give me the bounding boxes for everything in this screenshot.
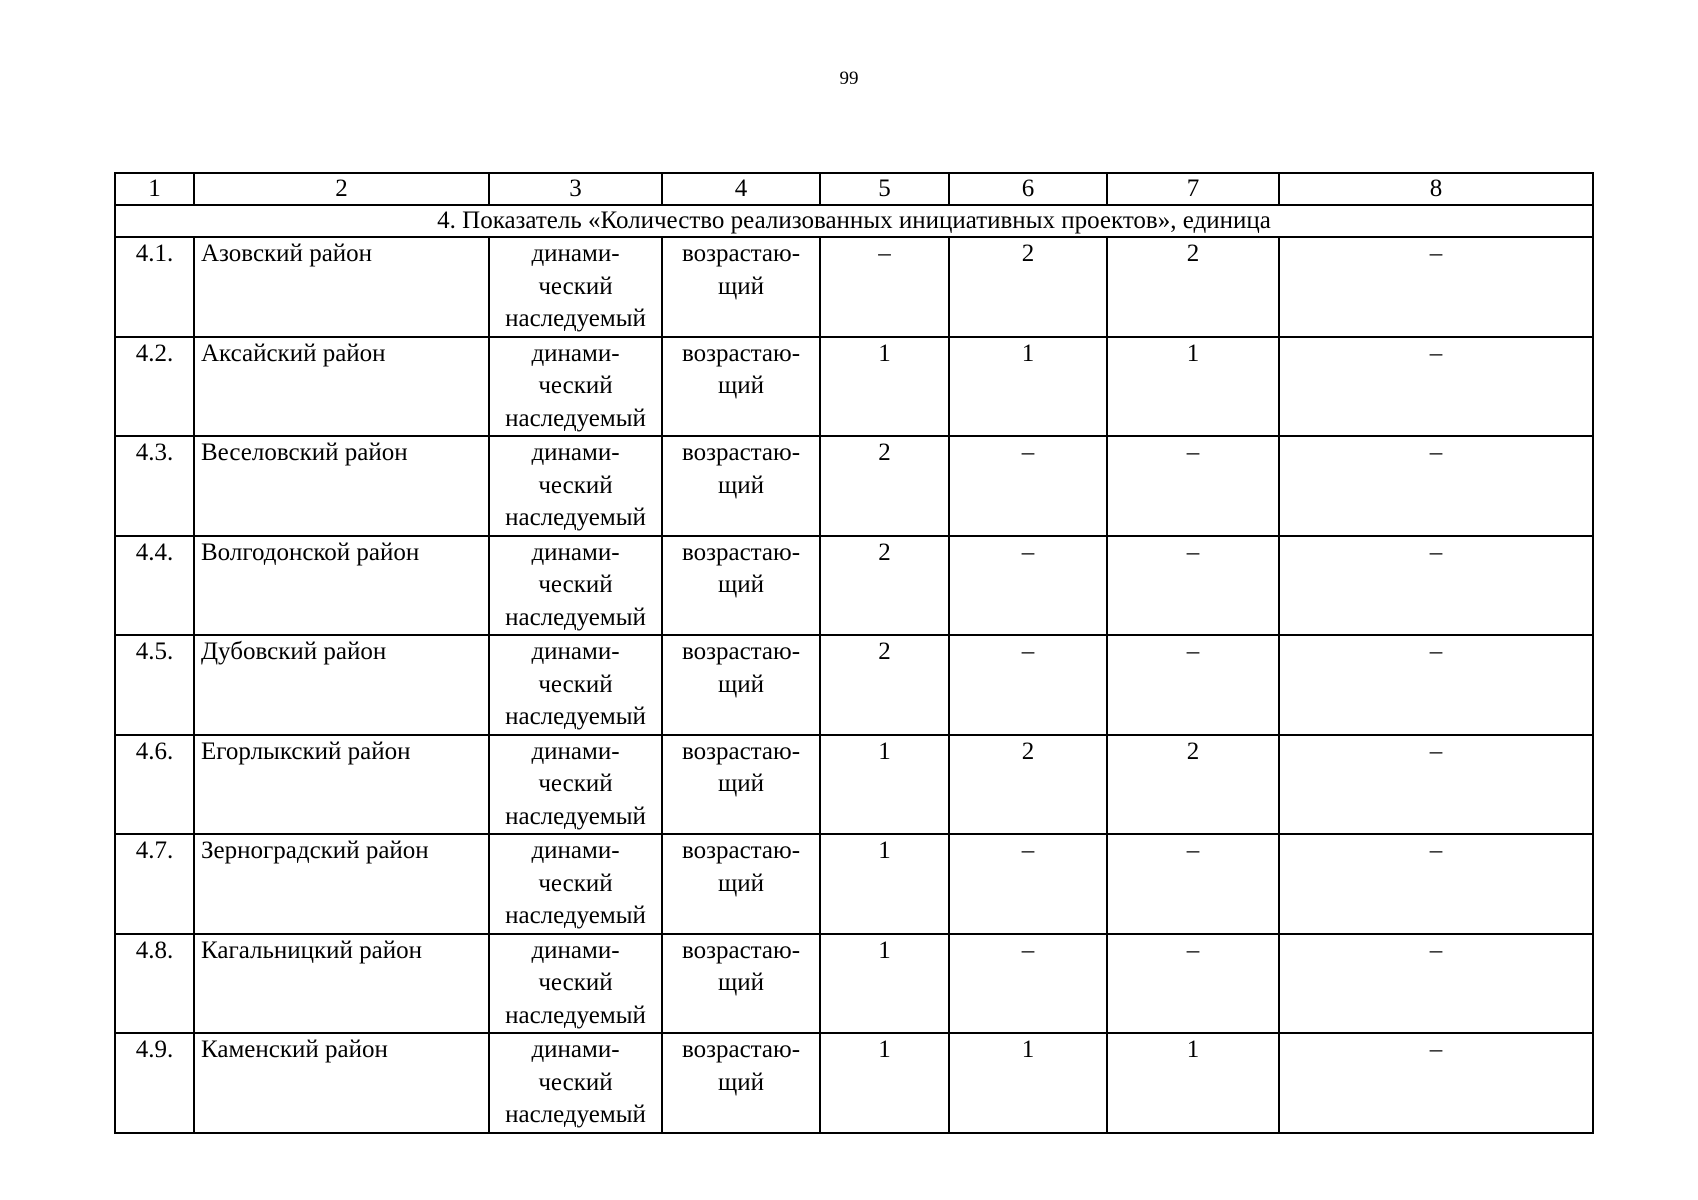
indicator-type-line: ческий bbox=[538, 969, 613, 996]
table-row bbox=[115, 1033, 1593, 1133]
indicator-trend-line: возрастаю- bbox=[681, 638, 801, 665]
district-name bbox=[194, 237, 489, 337]
value-col-8-line: – bbox=[1429, 936, 1443, 964]
row-number bbox=[115, 635, 194, 735]
value-col-5-line: – bbox=[878, 240, 891, 267]
column-header-2: 2 bbox=[194, 173, 489, 205]
row-number-line: 4.1. bbox=[135, 240, 174, 267]
value-col-8-line: – bbox=[1429, 737, 1443, 765]
value-col-8 bbox=[1279, 436, 1593, 536]
value-col-5-line: 1 bbox=[878, 936, 891, 964]
value-col-8 bbox=[1279, 237, 1593, 337]
indicator-type-line: ческий bbox=[538, 670, 613, 698]
value-col-8-line: – bbox=[1429, 240, 1443, 267]
value-col-5 bbox=[820, 635, 949, 735]
column-header-5: 5 bbox=[820, 173, 949, 205]
indicator-trend-line: возрастаю- bbox=[681, 538, 801, 566]
indicator-type-line: динами- bbox=[531, 1036, 620, 1063]
indicator-type-line: динами- bbox=[531, 936, 620, 964]
indicator-type-line: наследуемый bbox=[505, 504, 646, 531]
value-col-7-line: – bbox=[1186, 439, 1200, 466]
district-name-line: Егорлыкский район bbox=[201, 737, 411, 765]
indicator-type-line: динами- bbox=[531, 638, 620, 665]
row-number-line: 4.7. bbox=[135, 837, 174, 864]
district-name bbox=[194, 635, 489, 735]
value-col-5 bbox=[820, 337, 949, 437]
value-col-7 bbox=[1107, 834, 1279, 934]
district-name-line: Дубовский район bbox=[201, 638, 387, 665]
table-row bbox=[115, 436, 1593, 536]
indicator-trend-line: щий bbox=[717, 1068, 764, 1096]
value-col-8 bbox=[1279, 1033, 1593, 1133]
indicator-type-line: динами- bbox=[531, 339, 620, 367]
indicator-type bbox=[489, 934, 662, 1034]
indicator-type bbox=[489, 834, 662, 934]
indicator-trend bbox=[662, 536, 820, 636]
indicator-trend-line: возрастаю- bbox=[681, 837, 801, 864]
column-header-6: 6 bbox=[949, 173, 1107, 205]
row-number-line: 4.9. bbox=[135, 1036, 174, 1063]
indicator-type bbox=[489, 635, 662, 735]
indicator-type-line: наследуемый bbox=[505, 404, 646, 432]
column-header-3: 3 bbox=[489, 173, 662, 205]
table-row bbox=[115, 735, 1593, 835]
value-col-8 bbox=[1279, 735, 1593, 835]
indicator-trend-line: щий bbox=[717, 471, 764, 499]
value-col-6 bbox=[949, 436, 1107, 536]
value-col-7 bbox=[1107, 536, 1279, 636]
table-row bbox=[115, 834, 1593, 934]
district-name bbox=[194, 834, 489, 934]
value-col-8-line: – bbox=[1429, 439, 1443, 466]
indicator-type-line: наследуемый bbox=[505, 703, 646, 730]
indicator-trend-line: щий bbox=[717, 770, 764, 797]
indicator-type bbox=[489, 436, 662, 536]
value-col-6 bbox=[949, 934, 1107, 1034]
indicator-type-line: ческий bbox=[538, 770, 613, 797]
indicator-trend bbox=[662, 1033, 820, 1133]
table-row bbox=[115, 237, 1593, 337]
value-col-6-line: – bbox=[1021, 936, 1035, 964]
district-name-line: Зерноградский район bbox=[201, 837, 429, 864]
indicator-trend-line: возрастаю- bbox=[681, 439, 801, 466]
value-col-5 bbox=[820, 735, 949, 835]
indicator-type-line: ческий bbox=[538, 571, 613, 598]
indicator-trend bbox=[662, 934, 820, 1034]
value-col-8 bbox=[1279, 536, 1593, 636]
value-col-8-line: – bbox=[1429, 538, 1443, 566]
value-col-5 bbox=[820, 934, 949, 1034]
indicator-trend-line: щий bbox=[717, 272, 764, 300]
value-col-7-line: – bbox=[1186, 936, 1200, 964]
column-header-7: 7 bbox=[1107, 173, 1279, 205]
value-col-8-line: – bbox=[1429, 1036, 1443, 1063]
indicator-trend bbox=[662, 337, 820, 437]
indicator-trend bbox=[662, 834, 820, 934]
value-col-5-line: 1 bbox=[878, 339, 891, 367]
indicator-trend bbox=[662, 735, 820, 835]
district-name-line: Веселовский район bbox=[201, 439, 408, 466]
indicator-trend-line: возрастаю- bbox=[681, 339, 801, 367]
value-col-5 bbox=[820, 1033, 949, 1133]
indicator-type-line: ческий bbox=[538, 1068, 613, 1096]
value-col-7 bbox=[1107, 337, 1279, 437]
district-name bbox=[194, 934, 489, 1034]
indicator-trend-line: возрастаю- bbox=[681, 737, 801, 765]
indicator-type bbox=[489, 735, 662, 835]
value-col-7-line: 2 bbox=[1186, 240, 1200, 267]
row-number bbox=[115, 834, 194, 934]
value-col-7 bbox=[1107, 1033, 1279, 1133]
indicator-trend bbox=[662, 237, 820, 337]
district-name-line: Аксайский район bbox=[201, 339, 386, 367]
value-col-5-line: 2 bbox=[878, 439, 891, 466]
value-col-6 bbox=[949, 1033, 1107, 1133]
value-col-5-line: 1 bbox=[878, 737, 891, 765]
indicator-type bbox=[489, 237, 662, 337]
indicator-type-line: динами- bbox=[531, 240, 620, 267]
indicator-trend-line: возрастаю- bbox=[681, 936, 801, 964]
indicator-trend-line: щий bbox=[717, 869, 764, 897]
value-col-6 bbox=[949, 237, 1107, 337]
value-col-6-line: 2 bbox=[1021, 737, 1035, 765]
indicator-trend bbox=[662, 635, 820, 735]
value-col-5 bbox=[820, 834, 949, 934]
row-number bbox=[115, 436, 194, 536]
value-col-6-line: 1 bbox=[1021, 339, 1035, 367]
indicator-type-line: динами- bbox=[531, 538, 620, 566]
value-col-6-line: – bbox=[1021, 837, 1035, 864]
value-col-7-line: 2 bbox=[1186, 737, 1200, 765]
indicator-type-line: динами- bbox=[531, 439, 620, 466]
value-col-7 bbox=[1107, 735, 1279, 835]
value-col-7 bbox=[1107, 635, 1279, 735]
value-col-8 bbox=[1279, 337, 1593, 437]
row-number-line: 4.3. bbox=[135, 439, 174, 466]
table-row bbox=[115, 536, 1593, 636]
value-col-8-line: – bbox=[1429, 339, 1443, 367]
section-title-row bbox=[115, 205, 1593, 237]
value-col-8 bbox=[1279, 834, 1593, 934]
indicator-type-line: ческий bbox=[538, 272, 613, 300]
district-name bbox=[194, 436, 489, 536]
indicator-type-line: наследуемый bbox=[505, 603, 646, 631]
district-name bbox=[194, 735, 489, 835]
indicator-type bbox=[489, 337, 662, 437]
value-col-7 bbox=[1107, 237, 1279, 337]
indicator-type bbox=[489, 536, 662, 636]
value-col-6 bbox=[949, 735, 1107, 835]
column-number-row bbox=[115, 173, 1593, 205]
value-col-7 bbox=[1107, 436, 1279, 536]
table-row bbox=[115, 934, 1593, 1034]
value-col-8 bbox=[1279, 934, 1593, 1034]
indicator-type-line: наследуемый bbox=[505, 1001, 646, 1029]
row-number bbox=[115, 735, 194, 835]
value-col-6 bbox=[949, 635, 1107, 735]
value-col-8-line: – bbox=[1429, 638, 1443, 665]
column-header-8: 8 bbox=[1279, 173, 1593, 205]
value-col-6-line: 1 bbox=[1021, 1036, 1035, 1063]
indicator-type-line: наследуемый bbox=[505, 305, 646, 332]
value-col-5-line: 1 bbox=[878, 837, 891, 864]
indicator-trend-line: возрастаю- bbox=[681, 1036, 801, 1063]
column-header-1: 1 bbox=[115, 173, 194, 205]
table-row bbox=[115, 635, 1593, 735]
value-col-5-line: 2 bbox=[878, 638, 891, 665]
indicator-trend bbox=[662, 436, 820, 536]
indicator-table bbox=[114, 172, 1594, 1134]
row-number-line: 4.2. bbox=[135, 339, 174, 367]
value-col-6 bbox=[949, 337, 1107, 437]
value-col-6-line: 2 bbox=[1021, 240, 1035, 267]
row-number-line: 4.5. bbox=[135, 638, 174, 665]
indicator-trend-line: возрастаю- bbox=[681, 240, 801, 267]
district-name-line: Волгодонской район bbox=[201, 538, 420, 566]
value-col-8 bbox=[1279, 635, 1593, 735]
indicator-type-line: ческий bbox=[538, 471, 613, 499]
row-number bbox=[115, 1033, 194, 1133]
value-col-6-line: – bbox=[1021, 439, 1035, 466]
value-col-6-line: – bbox=[1021, 538, 1035, 566]
indicator-trend-line: щий bbox=[717, 670, 764, 698]
row-number bbox=[115, 237, 194, 337]
value-col-8-line: – bbox=[1429, 837, 1443, 864]
indicator-type-line: динами- bbox=[531, 737, 620, 765]
value-col-6 bbox=[949, 536, 1107, 636]
indicator-type-line: наследуемый bbox=[505, 1101, 646, 1128]
value-col-6-line: – bbox=[1021, 638, 1035, 665]
value-col-7-line: – bbox=[1186, 837, 1200, 864]
district-name-line: Каменский район bbox=[201, 1036, 388, 1063]
row-number-line: 4.4. bbox=[135, 538, 174, 566]
district-name bbox=[194, 1033, 489, 1133]
value-col-5 bbox=[820, 536, 949, 636]
row-number-line: 4.6. bbox=[135, 737, 174, 765]
indicator-type-line: наследуемый bbox=[505, 802, 646, 830]
value-col-7-line: 1 bbox=[1186, 1036, 1200, 1063]
row-number bbox=[115, 536, 194, 636]
indicator-type-line: динами- bbox=[531, 837, 620, 864]
table-row bbox=[115, 337, 1593, 437]
indicator-type-line: ческий bbox=[538, 869, 613, 897]
page-number: 99 bbox=[839, 68, 859, 89]
value-col-7 bbox=[1107, 934, 1279, 1034]
value-col-5 bbox=[820, 436, 949, 536]
district-name-line: Кагальницкий район bbox=[201, 936, 423, 964]
indicator-type bbox=[489, 1033, 662, 1133]
value-col-7-line: 1 bbox=[1186, 339, 1200, 367]
value-col-5-line: 2 bbox=[878, 538, 891, 566]
value-col-5-line: 1 bbox=[878, 1036, 891, 1063]
indicator-type-line: ческий bbox=[538, 372, 613, 399]
district-name bbox=[194, 337, 489, 437]
section-title: 4. Показатель «Количество реализованных инициативных проектов», единица bbox=[115, 205, 1593, 237]
row-number bbox=[115, 337, 194, 437]
indicator-trend-line: щий bbox=[717, 571, 764, 598]
value-col-6 bbox=[949, 834, 1107, 934]
row-number bbox=[115, 934, 194, 1034]
indicator-trend-line: щий bbox=[717, 969, 764, 996]
indicator-type-line: наследуемый bbox=[505, 902, 646, 929]
value-col-7-line: – bbox=[1186, 538, 1200, 566]
column-header-4: 4 bbox=[662, 173, 820, 205]
district-name bbox=[194, 536, 489, 636]
value-col-5 bbox=[820, 237, 949, 337]
district-name-line: Азовский район bbox=[201, 240, 373, 267]
indicator-trend-line: щий bbox=[717, 372, 764, 399]
value-col-7-line: – bbox=[1186, 638, 1200, 665]
row-number-line: 4.8. bbox=[135, 936, 174, 964]
